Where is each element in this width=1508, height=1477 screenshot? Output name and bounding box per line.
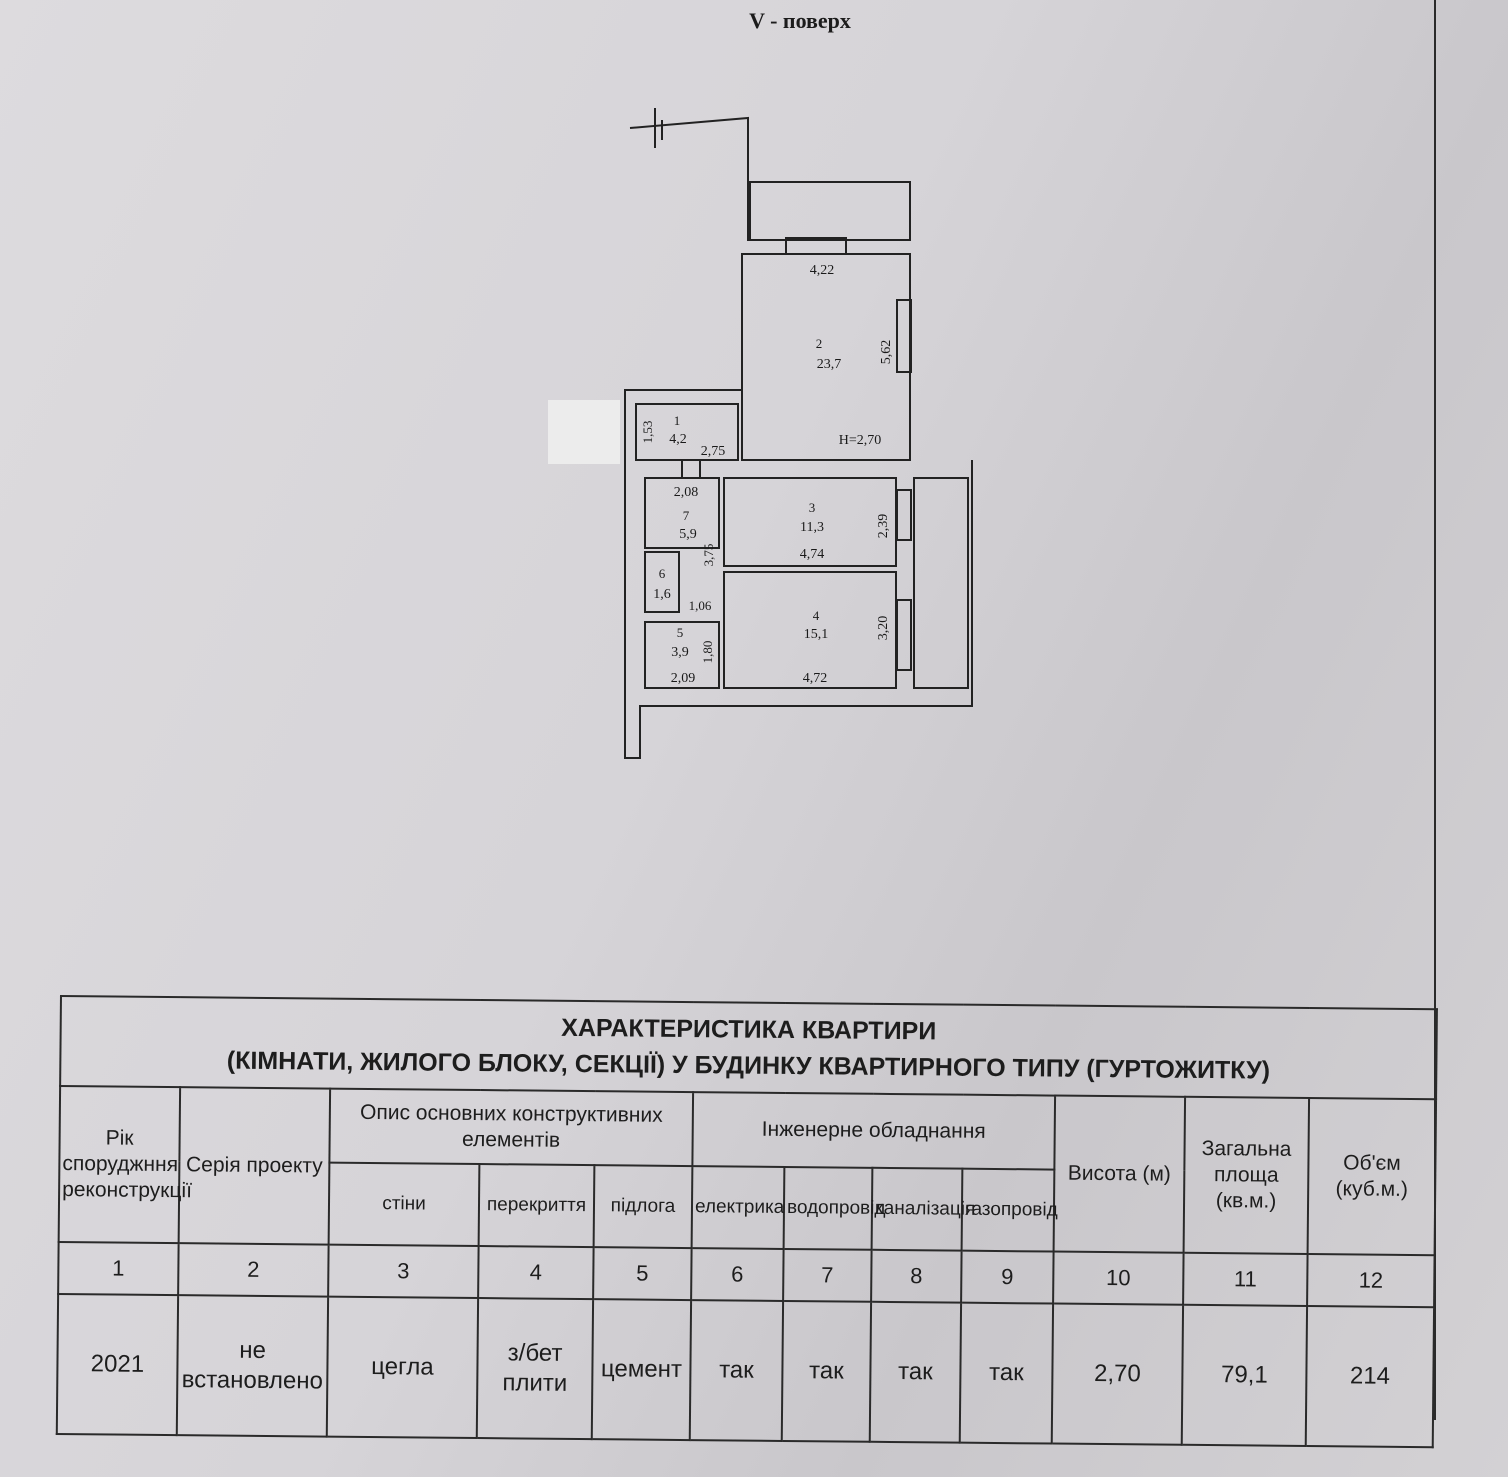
dim-label: 2,39 <box>876 513 891 539</box>
header-year: Рік споруджння реконструкції <box>59 1086 180 1243</box>
room-6-number: 6 <box>658 566 666 581</box>
dim-label: 4,72 <box>802 671 828 686</box>
room-3-number: 3 <box>808 500 816 515</box>
column-number: 4 <box>478 1246 593 1299</box>
dim-label: 3,20 <box>876 615 891 641</box>
header-series: Серія проекту <box>179 1087 330 1244</box>
room-7-area: 5,9 <box>679 527 697 542</box>
floor-title: V - поверх <box>749 8 851 33</box>
room-2-number: 2 <box>815 336 823 351</box>
stairwell-outline <box>630 118 786 240</box>
value-floors-slab: з/бет плити <box>477 1298 593 1439</box>
value-water: так <box>782 1301 871 1442</box>
header-floors-slab: перекриття <box>479 1164 595 1247</box>
header-height: Висота (м) <box>1054 1096 1185 1253</box>
dim-label: 5,62 <box>879 339 894 365</box>
header-gas: газопровід <box>962 1169 1055 1252</box>
column-number: 11 <box>1183 1253 1307 1306</box>
value-flooring: цемент <box>592 1299 691 1440</box>
dim-label: 4,74 <box>799 547 825 562</box>
value-area: 79,1 <box>1182 1305 1307 1446</box>
header-construct: Опис основних конструктивних елементів <box>329 1089 693 1166</box>
room-1-number: 1 <box>673 413 681 428</box>
apartment-characteristics-table <box>56 995 1438 1448</box>
balcony-top <box>750 182 910 240</box>
column-number: 1 <box>58 1242 178 1295</box>
value-sewer: так <box>870 1302 961 1443</box>
room-7-number: 7 <box>682 508 690 523</box>
dim-label: 2,08 <box>673 485 699 500</box>
room-6-area: 1,6 <box>653 587 671 602</box>
column-number: 10 <box>1053 1252 1183 1305</box>
column-number: 8 <box>871 1250 961 1303</box>
column-number: 2 <box>178 1243 328 1296</box>
room-6-outline <box>645 552 679 612</box>
header-engineering: Інженерне обладнання <box>692 1092 1055 1169</box>
value-series: не встановлено <box>177 1295 328 1436</box>
column-number: 6 <box>691 1248 783 1301</box>
value-gas: так <box>960 1303 1053 1444</box>
value-electric: так <box>690 1300 783 1441</box>
dim-label: 1,06 <box>688 598 712 613</box>
table-title <box>60 996 1437 1099</box>
dim-label: 2,75 <box>700 444 726 459</box>
header-flooring: підлога <box>594 1165 693 1248</box>
column-number: 12 <box>1307 1254 1435 1307</box>
room-2-area: 23,7 <box>816 357 842 372</box>
value-walls: цегла <box>327 1297 478 1438</box>
header-sewer: каналізація <box>872 1168 963 1251</box>
header-electric: електрика <box>692 1166 785 1249</box>
redaction-patch <box>548 400 620 464</box>
table-title-line1: ХАРАКТЕРИСТИКА КВАРТИРИ <box>561 1013 937 1046</box>
column-number: 5 <box>593 1247 691 1300</box>
room-1-area: 4,2 <box>669 432 687 447</box>
dim-label: 2,09 <box>670 671 696 686</box>
header-volume: Об'єм (куб.м.) <box>1308 1098 1437 1255</box>
balcony-right <box>914 478 968 688</box>
room-3-area: 11,3 <box>800 520 824 535</box>
value-volume: 214 <box>1306 1306 1434 1447</box>
dim-label: 3,75 <box>701 543 716 567</box>
room-5-number: 5 <box>676 625 684 640</box>
header-walls: стіни <box>329 1163 480 1246</box>
dim-label: Н=2,70 <box>838 433 882 448</box>
column-number: 9 <box>961 1251 1053 1304</box>
dim-label: 1,53 <box>640 420 655 444</box>
dim-label: 1,80 <box>700 640 715 664</box>
room-5-area: 3,9 <box>671 645 689 660</box>
room-4-area: 15,1 <box>803 627 829 642</box>
table-title-line2: (КІМНАТИ, ЖИЛОГО БЛОКУ, СЕКЦІЇ) У БУДИНКУ КВАРТИРНОГО ТИПУ (ГУРТОЖИТКУ) <box>226 1046 1271 1085</box>
dim-label: 4,22 <box>809 263 835 278</box>
value-year: 2021 <box>57 1294 178 1435</box>
room-4-number: 4 <box>812 608 820 623</box>
header-water: водопровід <box>784 1167 873 1250</box>
header-area: Загальна площа (кв.м.) <box>1184 1097 1309 1254</box>
column-number: 7 <box>783 1249 871 1302</box>
value-height: 2,70 <box>1052 1304 1183 1445</box>
column-number: 3 <box>328 1245 478 1298</box>
